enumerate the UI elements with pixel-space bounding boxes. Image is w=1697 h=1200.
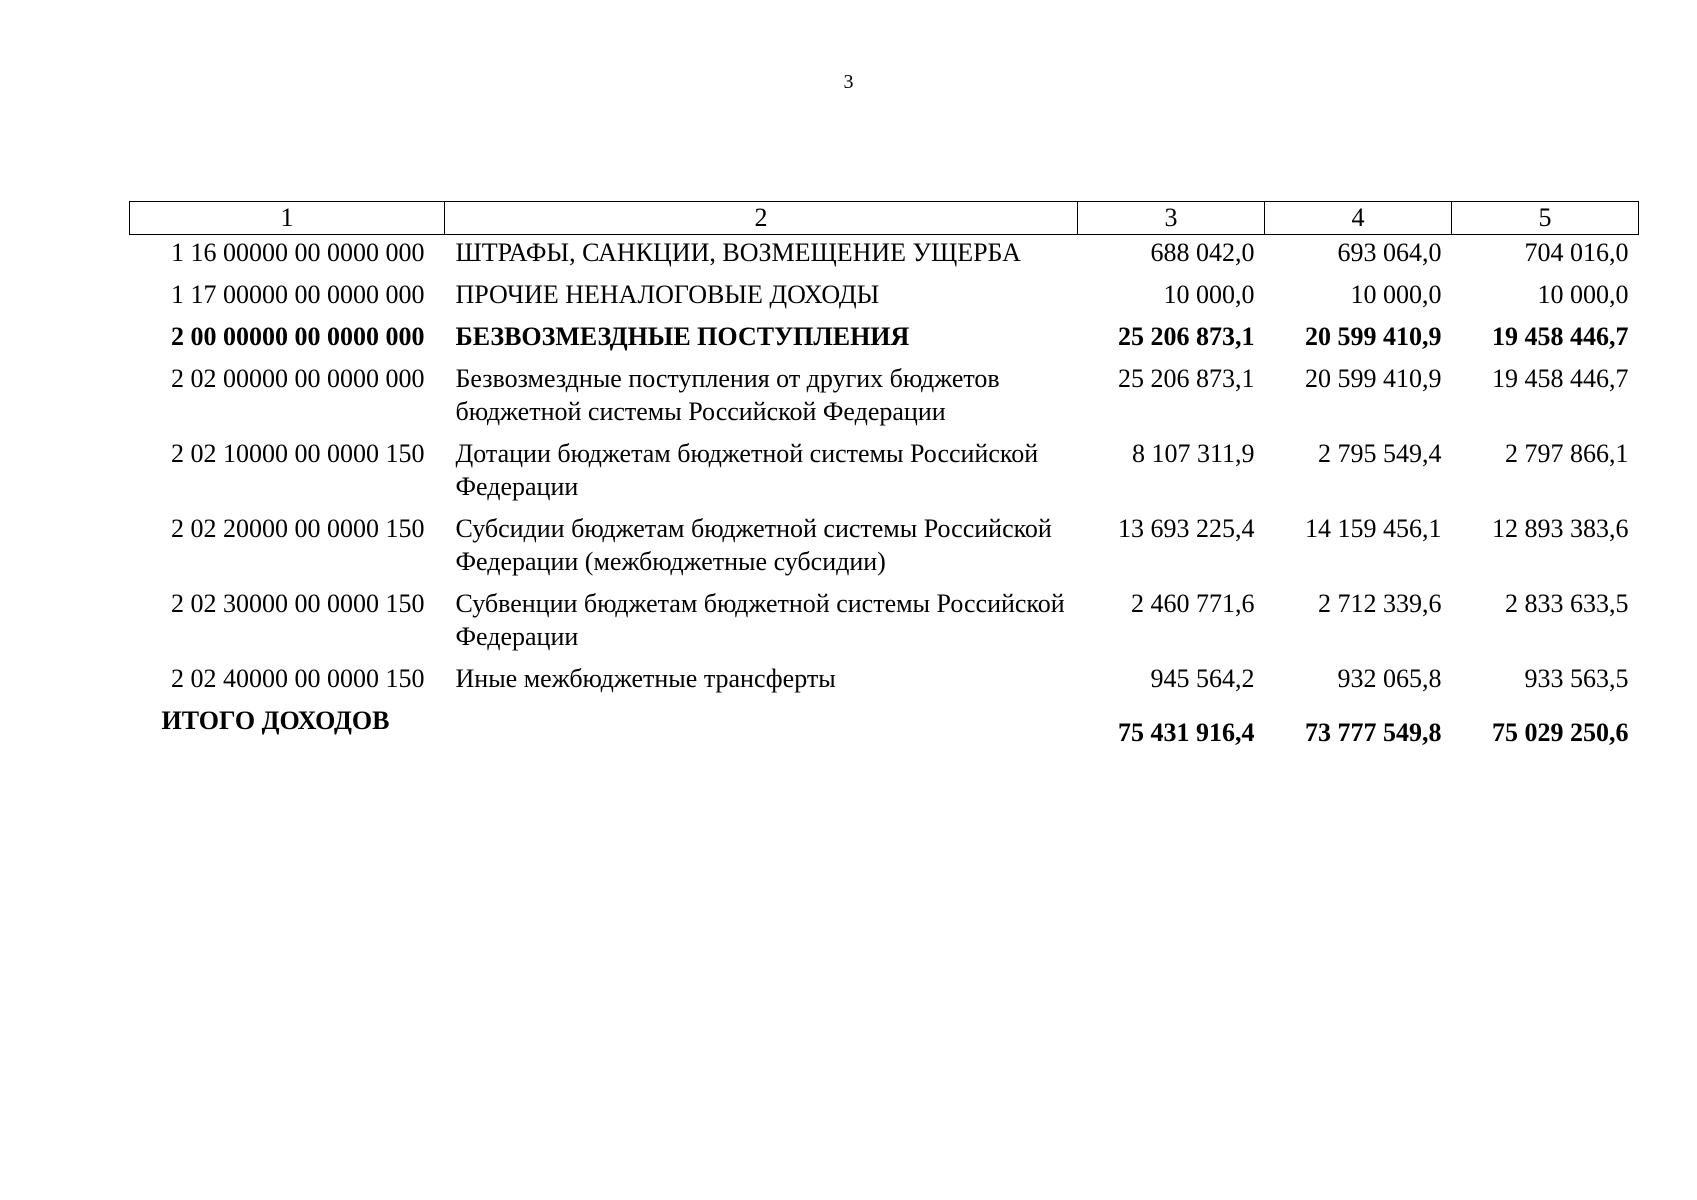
row-value-col3: 25 206 873,1 (1118, 364, 1255, 393)
row-name: Дотации бюджетам бюджетной системы Российской Федерации (455, 439, 1039, 501)
row-value-col4: 932 065,8 (1337, 664, 1442, 693)
header-col-4: 4 (1265, 202, 1452, 235)
table-row (130, 278, 1639, 320)
table-row-section (130, 320, 1639, 362)
header-row (130, 202, 1639, 235)
row-value-col4: 14 159 456,1 (1305, 514, 1442, 543)
row-name: ШТРАФЫ, САНКЦИИ, ВОЗМЕЩЕНИЕ УЩЕРБА (455, 238, 1021, 267)
row-value-col5: 10 000,0 (1537, 280, 1629, 309)
total-value-col3: 75 431 916,4 (1118, 718, 1255, 747)
row-value-col4: 10 000,0 (1350, 280, 1442, 309)
total-row (130, 704, 1639, 749)
row-value-col3: 10 000,0 (1163, 280, 1255, 309)
table-header (130, 202, 1639, 235)
row-name: ПРОЧИЕ НЕНАЛОГОВЫЕ ДОХОДЫ (455, 280, 880, 309)
total-value-col5: 75 029 250,6 (1492, 718, 1629, 747)
row-name: БЕЗВОЗМЕЗДНЫЕ ПОСТУПЛЕНИЯ (455, 322, 910, 351)
total-label: ИТОГО ДОХОДОВ (161, 706, 390, 735)
page-number: 3 (843, 71, 854, 93)
row-value-col5: 2 833 633,5 (1505, 589, 1629, 618)
row-code: 1 16 00000 00 0000 000 (171, 238, 425, 267)
row-value-col4: 693 064,0 (1337, 238, 1442, 267)
table-row (130, 235, 1639, 279)
total-value-col4: 73 777 549,8 (1305, 718, 1442, 747)
row-value-col4: 20 599 410,9 (1305, 322, 1442, 351)
table-row (130, 662, 1639, 704)
table-row (130, 362, 1639, 437)
row-value-col5: 2 797 866,1 (1505, 439, 1629, 468)
table-body (130, 235, 1639, 750)
row-name: Субсидии бюджетам бюджетной системы Российской Федерации (межбюджетные субсидии) (455, 514, 1052, 576)
header-col-5: 5 (1452, 202, 1639, 235)
row-value-col5: 19 458 446,7 (1492, 364, 1629, 393)
row-value-col3: 13 693 225,4 (1118, 514, 1255, 543)
row-value-col3: 8 107 311,9 (1131, 439, 1255, 468)
row-name: Безвозмездные поступления от других бюджетов бюджетной системы Российской Федерации (455, 364, 1000, 426)
row-value-col4: 20 599 410,9 (1305, 364, 1442, 393)
row-value-col5: 19 458 446,7 (1492, 322, 1629, 351)
header-col-3: 3 (1078, 202, 1265, 235)
header-col-1: 1 (130, 202, 445, 235)
table-row (130, 587, 1639, 662)
row-code: 1 17 00000 00 0000 000 (171, 280, 425, 309)
row-value-col3: 2 460 771,6 (1131, 589, 1255, 618)
header-col-2: 2 (445, 202, 1078, 235)
row-value-col5: 933 563,5 (1524, 664, 1629, 693)
table-row (130, 437, 1639, 512)
revenue-table (129, 201, 1639, 749)
row-value-col5: 704 016,0 (1524, 238, 1629, 267)
row-code: 2 02 30000 00 0000 150 (171, 589, 425, 618)
row-value-col5: 12 893 383,6 (1492, 514, 1629, 543)
row-value-col3: 25 206 873,1 (1118, 322, 1255, 351)
row-value-col3: 945 564,2 (1150, 664, 1255, 693)
table-row (130, 512, 1639, 587)
row-code: 2 02 20000 00 0000 150 (171, 514, 425, 543)
row-name: Субвенции бюджетам бюджетной системы Российской Федерации (455, 589, 1065, 651)
row-value-col4: 2 795 549,4 (1318, 439, 1442, 468)
row-code: 2 02 00000 00 0000 000 (171, 364, 425, 393)
row-value-col4: 2 712 339,6 (1318, 589, 1442, 618)
row-code: 2 02 10000 00 0000 150 (171, 439, 425, 468)
row-code: 2 00 00000 00 0000 000 (171, 322, 425, 351)
row-value-col3: 688 042,0 (1150, 238, 1255, 267)
row-code: 2 02 40000 00 0000 150 (171, 664, 425, 693)
row-name: Иные межбюджетные трансферты (455, 664, 836, 693)
